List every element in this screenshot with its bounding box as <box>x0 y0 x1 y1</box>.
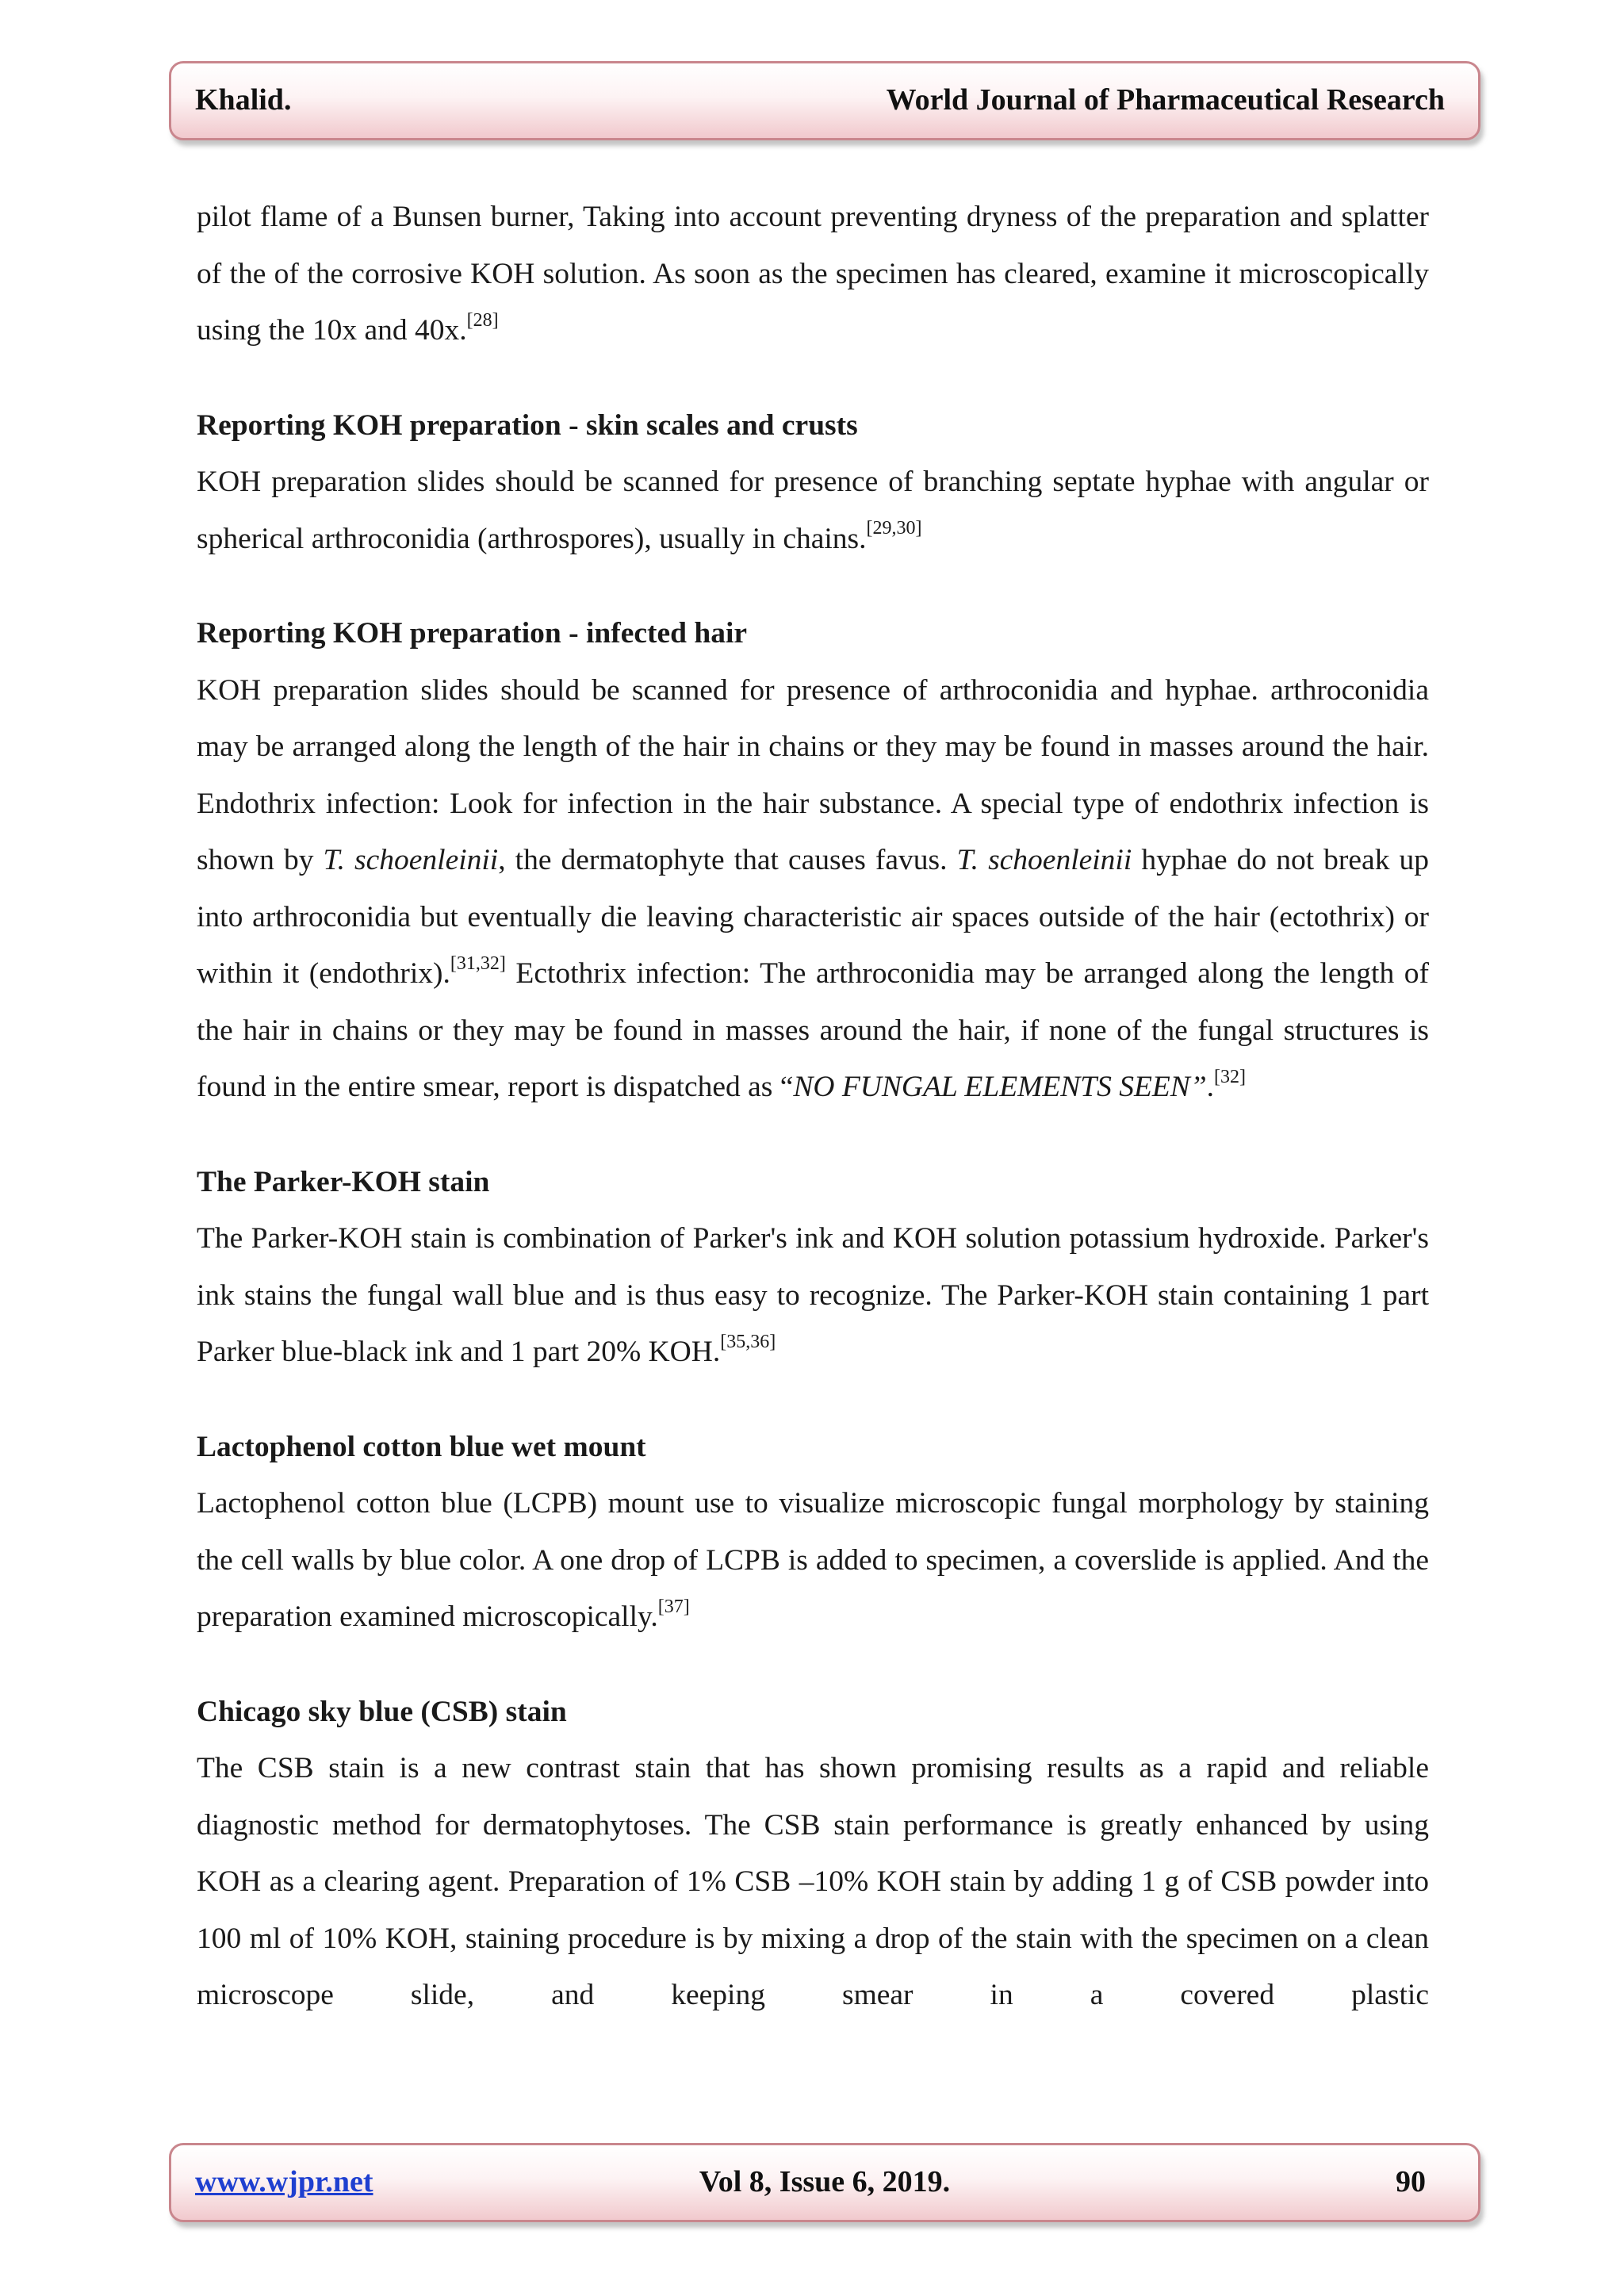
article-body <box>197 189 1429 2024</box>
section-heading-skin-scales: Reporting KOH preparation - skin scales and crusts <box>197 408 858 442</box>
skin-scales-paragraph: KOH preparation slides should be scanned for presence of branching septate hyphae with angular or spherical arthroconidia (arthrospores), usually in chains.[29,30] <box>197 466 1429 555</box>
citation: [37] <box>657 1596 690 1617</box>
citation: [31,32] <box>450 953 506 974</box>
author-name: Khalid. <box>195 83 292 117</box>
page-header <box>169 61 1480 140</box>
section-heading-csb: Chicago sky blue (CSB) stain <box>197 1695 567 1728</box>
citation: [28] <box>466 309 499 331</box>
lactophenol-paragraph: Lactophenol cotton blue (LCPB) mount use to visualize microscopic fungal morphology by staining the cell walls by blue color. A one drop of LCPB is added to specimen, a coverslide is applied. And the preparation examined microscopically.[37] <box>197 1487 1429 1633</box>
section-heading-infected-hair: Reporting KOH preparation - infected hair <box>197 617 748 650</box>
citation: [32] <box>1214 1066 1247 1087</box>
citation: [29,30] <box>866 518 922 539</box>
journal-title: World Journal of Pharmaceutical Research <box>886 83 1445 117</box>
page-footer <box>169 2143 1480 2222</box>
csb-paragraph: The CSB stain is a new contrast stain that has shown promising results as a rapid and reliable diagnostic method for dermatophytoses. The CSB stain performance is greatly enhanced by using KOH as a clearing agent. Preparation of 1% CSB –10% KOH stain by adding 1 g of CSB powder into 100 ml of 10% KOH, staining procedure is by mixing a drop of the stain with the specimen on a clean microscope slide, and keeping smear in a covered plastic <box>197 1752 1429 2011</box>
page-number: 90 <box>1396 2165 1426 2198</box>
infected-hair-paragraph: KOH preparation slides should be scanned for presence of arthroconidia and hyphae. arthroconidia may be arranged along the length of the hair in chains or they may be found in masses around the hair. Endothrix infection: Look for infection in the hair substance. A special type of endothrix infection is shown by T. schoenleinii, the dermatophyte that causes favus. T. schoenleinii hyphae do not break up into arthroconidia but eventually die leaving characteristic air spaces outside of the hair (ectothrix) or within it (endothrix).[31,32] Ectothrix infection: The arthroconidia may be arranged along the length of the hair in chains or they may be found in masses around the hair, if none of the fungal structures is found in the entire smear, report is dispatched as “NO FUNGAL ELEMENTS SEEN”.[32] <box>197 673 1430 1103</box>
journal-website-link[interactable]: www.wjpr.net <box>195 2165 373 2198</box>
issue-info: Vol 8, Issue 6, 2019. <box>699 2165 951 2198</box>
section-heading-parker-koh: The Parker-KOH stain <box>197 1165 490 1198</box>
species-name: T. schoenleinii <box>323 844 499 876</box>
parker-koh-paragraph: The Parker-KOH stain is combination of Parker's ink and KOH solution potassium hydroxide. Parker's ink stains the fungal wall blue and is thus easy to recognize. The Parker-KOH stain containing 1 part Parker blue-black ink and 1 part 20% KOH.[35,36] <box>197 1222 1429 1368</box>
citation: [35,36] <box>720 1331 776 1352</box>
report-phrase: NO FUNGAL ELEMENTS SEEN” <box>793 1071 1207 1103</box>
species-name: T. schoenleinii <box>956 844 1132 876</box>
section-heading-lactophenol: Lactophenol cotton blue wet mount <box>197 1430 646 1463</box>
intro-paragraph: pilot flame of a Bunsen burner, Taking into account preventing dryness of the preparation and splatter of the of the corrosive KOH solution. As soon as the specimen has cleared, examine it microscopically using the 10x and 40x.[28] <box>197 201 1429 347</box>
